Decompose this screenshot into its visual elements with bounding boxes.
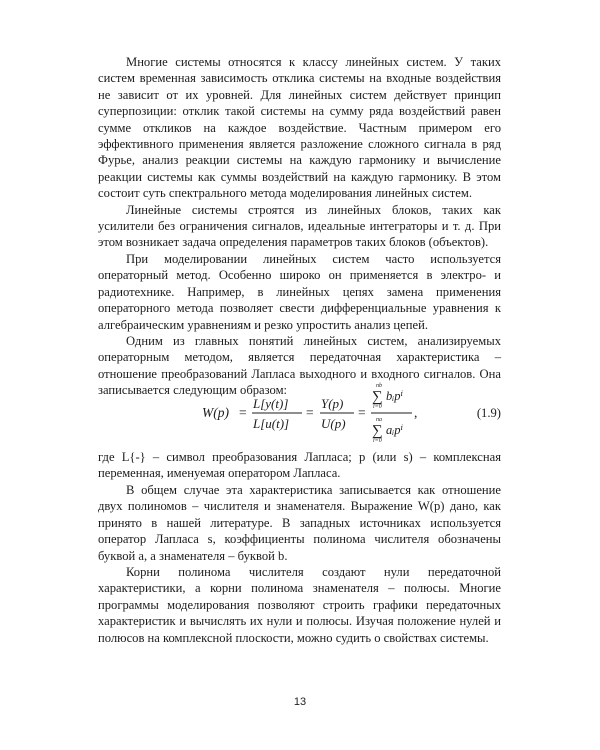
equation-1-9 [98,380,501,446]
text-block-bottom [98,482,501,646]
formula-equals-3: = [358,405,366,420]
sum-num-sigma: ∑ [372,389,383,405]
formula-equals-2: = [306,405,314,420]
sum-den-lower-limit: i=0 [373,438,382,444]
sum-den-term: aᵢpⁱ [386,423,403,437]
formula-equals-1: = [239,405,247,420]
paragraph-polynomials: В общем случае эта характеристика записывается как отношение двух полиномов – числителя и знаменателя. Выражение W(p) дано, как принято в нашей литературе. В западных источниках используется оператор Лапласа s, коэффициенты полинома числителя обозначены буквой a, а знаменателя – буквой b. [98,483,501,563]
paragraph-linear-systems: Многие системы относятся к классу линейных систем. У таких систем временная зависимость отклика системы на входные воздействия не зависит от их уровней. Для линейных систем действует принцип суперпозиции: отклик такой системы на сумму ряда воздействий равен сумме откликов на каждое воздействие. Частным примером его эффективного применения является разложение сложного сигнала в ряд Фурье, анализ реакции системы на каждую гармонику и вычисление реакции системы как суммы воздействий на каждую гармонику. В этом состоит суть спектрального метода моделирования линейных систем. [98,55,501,201]
formula-frac2-denominator: U(p) [321,416,346,431]
sum-den-upper-limit: na [376,417,382,423]
formula-frac1-denominator: L[u(t)] [253,416,290,431]
transfer-function-formula [202,380,462,446]
paragraph-linear-blocks: Линейные системы строятся из линейных блоков, таких как усилители без ограничения сигналов, идеальные интеграторы и т. д. При этом возникает задача определения параметров таких блоков (объектов). [98,202,501,250]
paragraph-transfer-function: Одним из главных понятий линейных систем, анализируемых операторным методом, является передаточная характеристика – отношение преобразований Лапласа выходного и входного сигналов. Она записывается следующим образом: [98,333,501,398]
sum-num-upper-limit: nb [376,383,382,389]
text-block-top [98,54,501,399]
formula-frac1-numerator: L[y(t)] [253,396,289,411]
sum-num-lower-limit: i=0 [373,404,382,410]
sum-den-sigma: ∑ [372,423,383,439]
paragraph-where: где L{-} – символ преобразования Лапласа; p (или s) – комплексная переменная, именуемая оператором Лапласа. [98,450,501,481]
paragraph-operator-method: При моделировании линейных систем часто используется операторный метод. Особенно широко он применяется в электро- и радиотехнике. Например, в линейных цепях замена применения операторного метода позволяет свести дифференциальные уравнения к алгебраическим уравнениям и резко упростить анализ цепей. [98,251,501,332]
sum-num-term: bᵢpⁱ [386,389,403,403]
formula-trailing-comma: , [414,405,418,420]
text-block-where [98,449,501,482]
formula-frac2-numerator: Y(p) [321,396,344,411]
equation-number: (1.9) [476,406,501,420]
page-number: 13 [293,696,307,708]
formula-lhs: W(p) [202,405,229,420]
paragraph-zeros-poles: Корни полинома числителя создают нули передаточной характеристики, а корни полинома знаменателя – полюсы. Многие программы моделирования позволяют строить графики передаточных характеристик и вычислять их нули и полюсы. Изучая положение нулей и полюсов на комплексной плоскости, можно судить о свойствах системы. [98,565,501,645]
